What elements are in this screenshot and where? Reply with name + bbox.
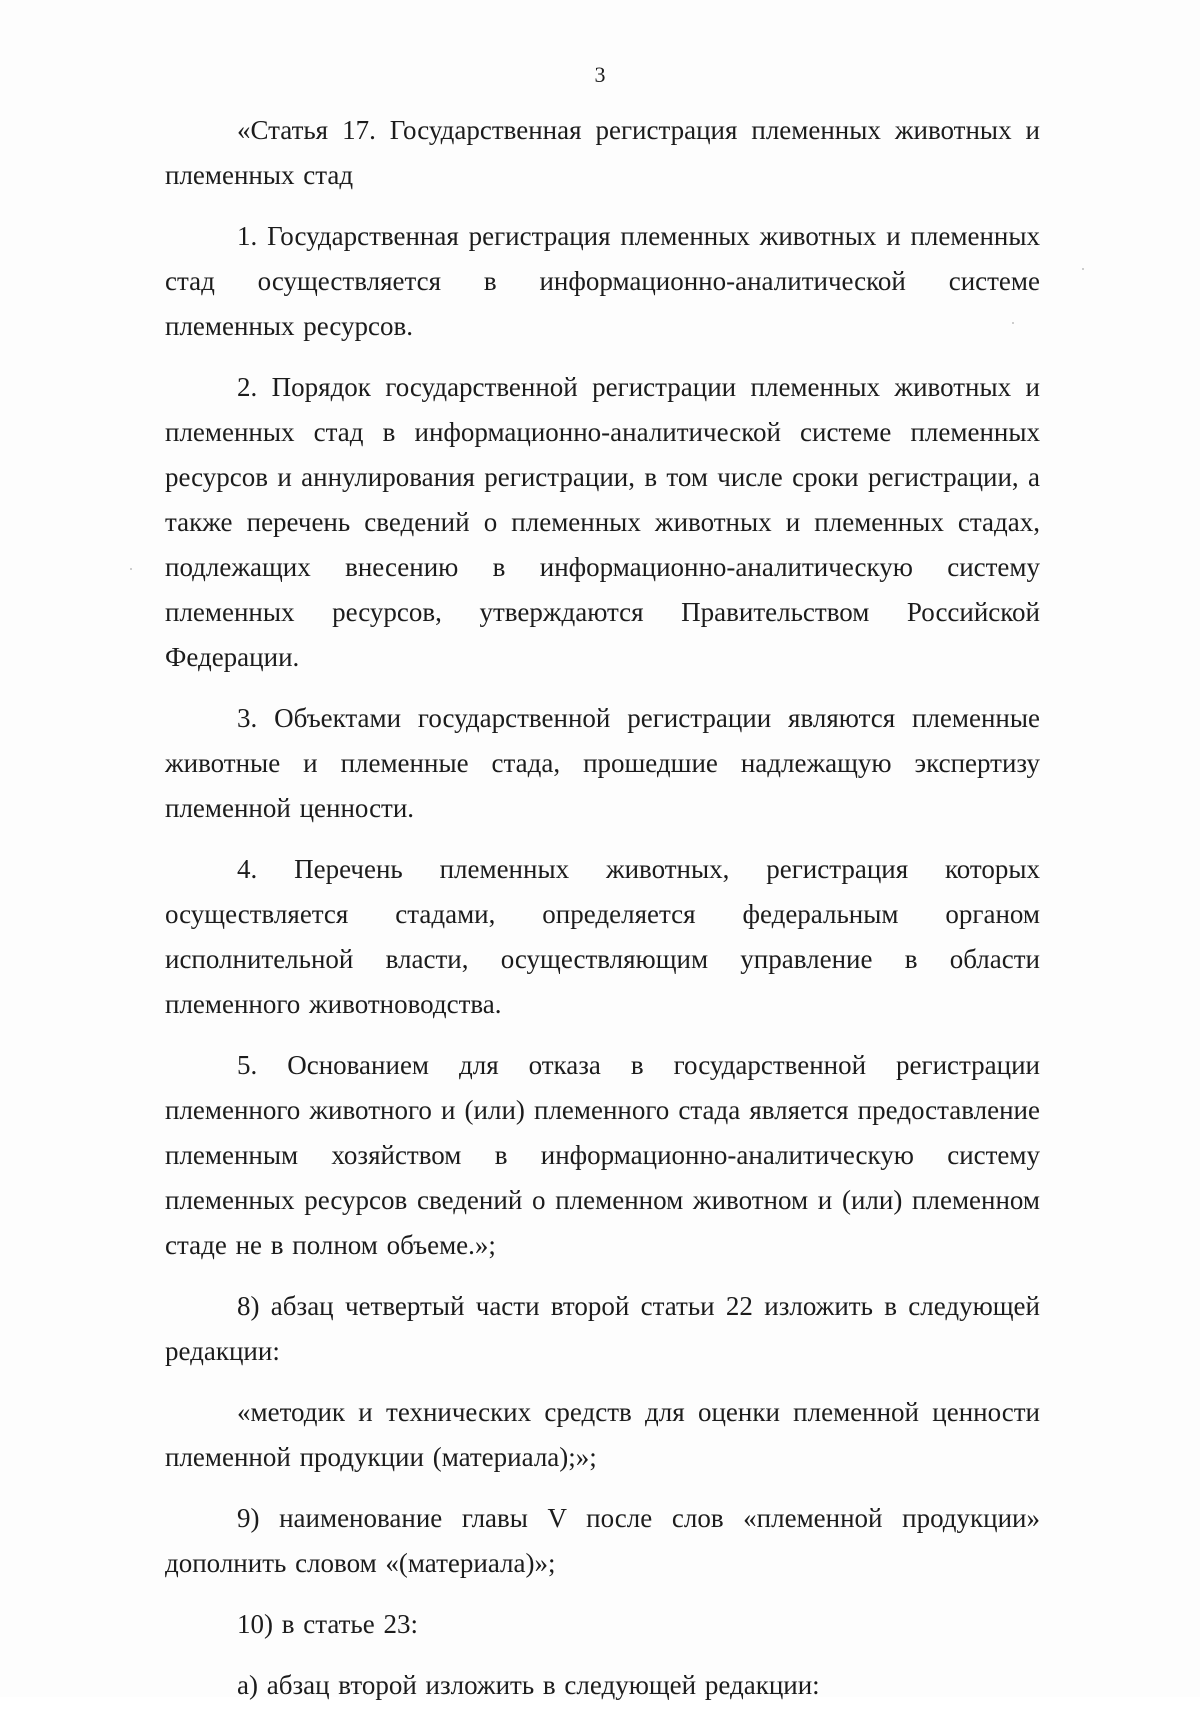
paragraph-clause-1: 1. Государственная регистрация племенных животных и племенных стад осуществляется в информационно-аналитической системе племенных ресурсов. [165, 221, 1040, 341]
paragraph-item-10: 10) в статье 23: [237, 1609, 418, 1639]
document-body [165, 108, 1040, 1724]
paragraph-item-9: 9) наименование главы V после слов «племенной продукции» дополнить словом «(материала)»; [165, 1503, 1040, 1578]
scan-speck [130, 568, 132, 570]
paragraph-clause-3: 3. Объектами государственной регистрации являются племенные животные и племенные стада, прошедшие надлежащую экспертизу племенной ценности. [165, 703, 1040, 823]
paragraph-clause-5: 5. Основанием для отказа в государственной регистрации племенного животного и (или) племенного стада является предоставление племенным хозяйством в информационно-аналитическую систему племенных ресурсов сведений о племенном животном и (или) племенном стаде не в полном объеме.»; [165, 1050, 1040, 1260]
paragraph-clause-2: 2. Порядок государственной регистрации племенных животных и племенных стад в информационно-аналитической системе племенных ресурсов и аннулирования регистрации, в том числе сроки регистрации, а также перечень сведений о племенных животных и племенных стадах, подлежащих внесению в информационно-аналитическую систему племенных ресурсов, утверждаются Правительством Российской Федерации. [165, 372, 1040, 672]
article-heading: «Статья 17. Государственная регистрация племенных животных и племенных стад [165, 115, 1040, 190]
paragraph-item-8: 8) абзац четвертый части второй статьи 22 изложить в следующей редакции: [165, 1291, 1040, 1366]
paragraph-item-8-text: «методик и технических средств для оценки племенной ценности племенной продукции (материала);»; [165, 1397, 1040, 1472]
paragraph-item-10a: а) абзац второй изложить в следующей редакции: [237, 1670, 820, 1700]
scan-speck [1082, 268, 1084, 270]
scan-speck [1012, 322, 1014, 324]
paragraph-clause-4: 4. Перечень племенных животных, регистрация которых осуществляется стадами, определяется федеральным органом исполнительной власти, осуществляющим управление в области племенного животноводства. [165, 854, 1040, 1019]
page-number: 3 [594, 62, 606, 87]
